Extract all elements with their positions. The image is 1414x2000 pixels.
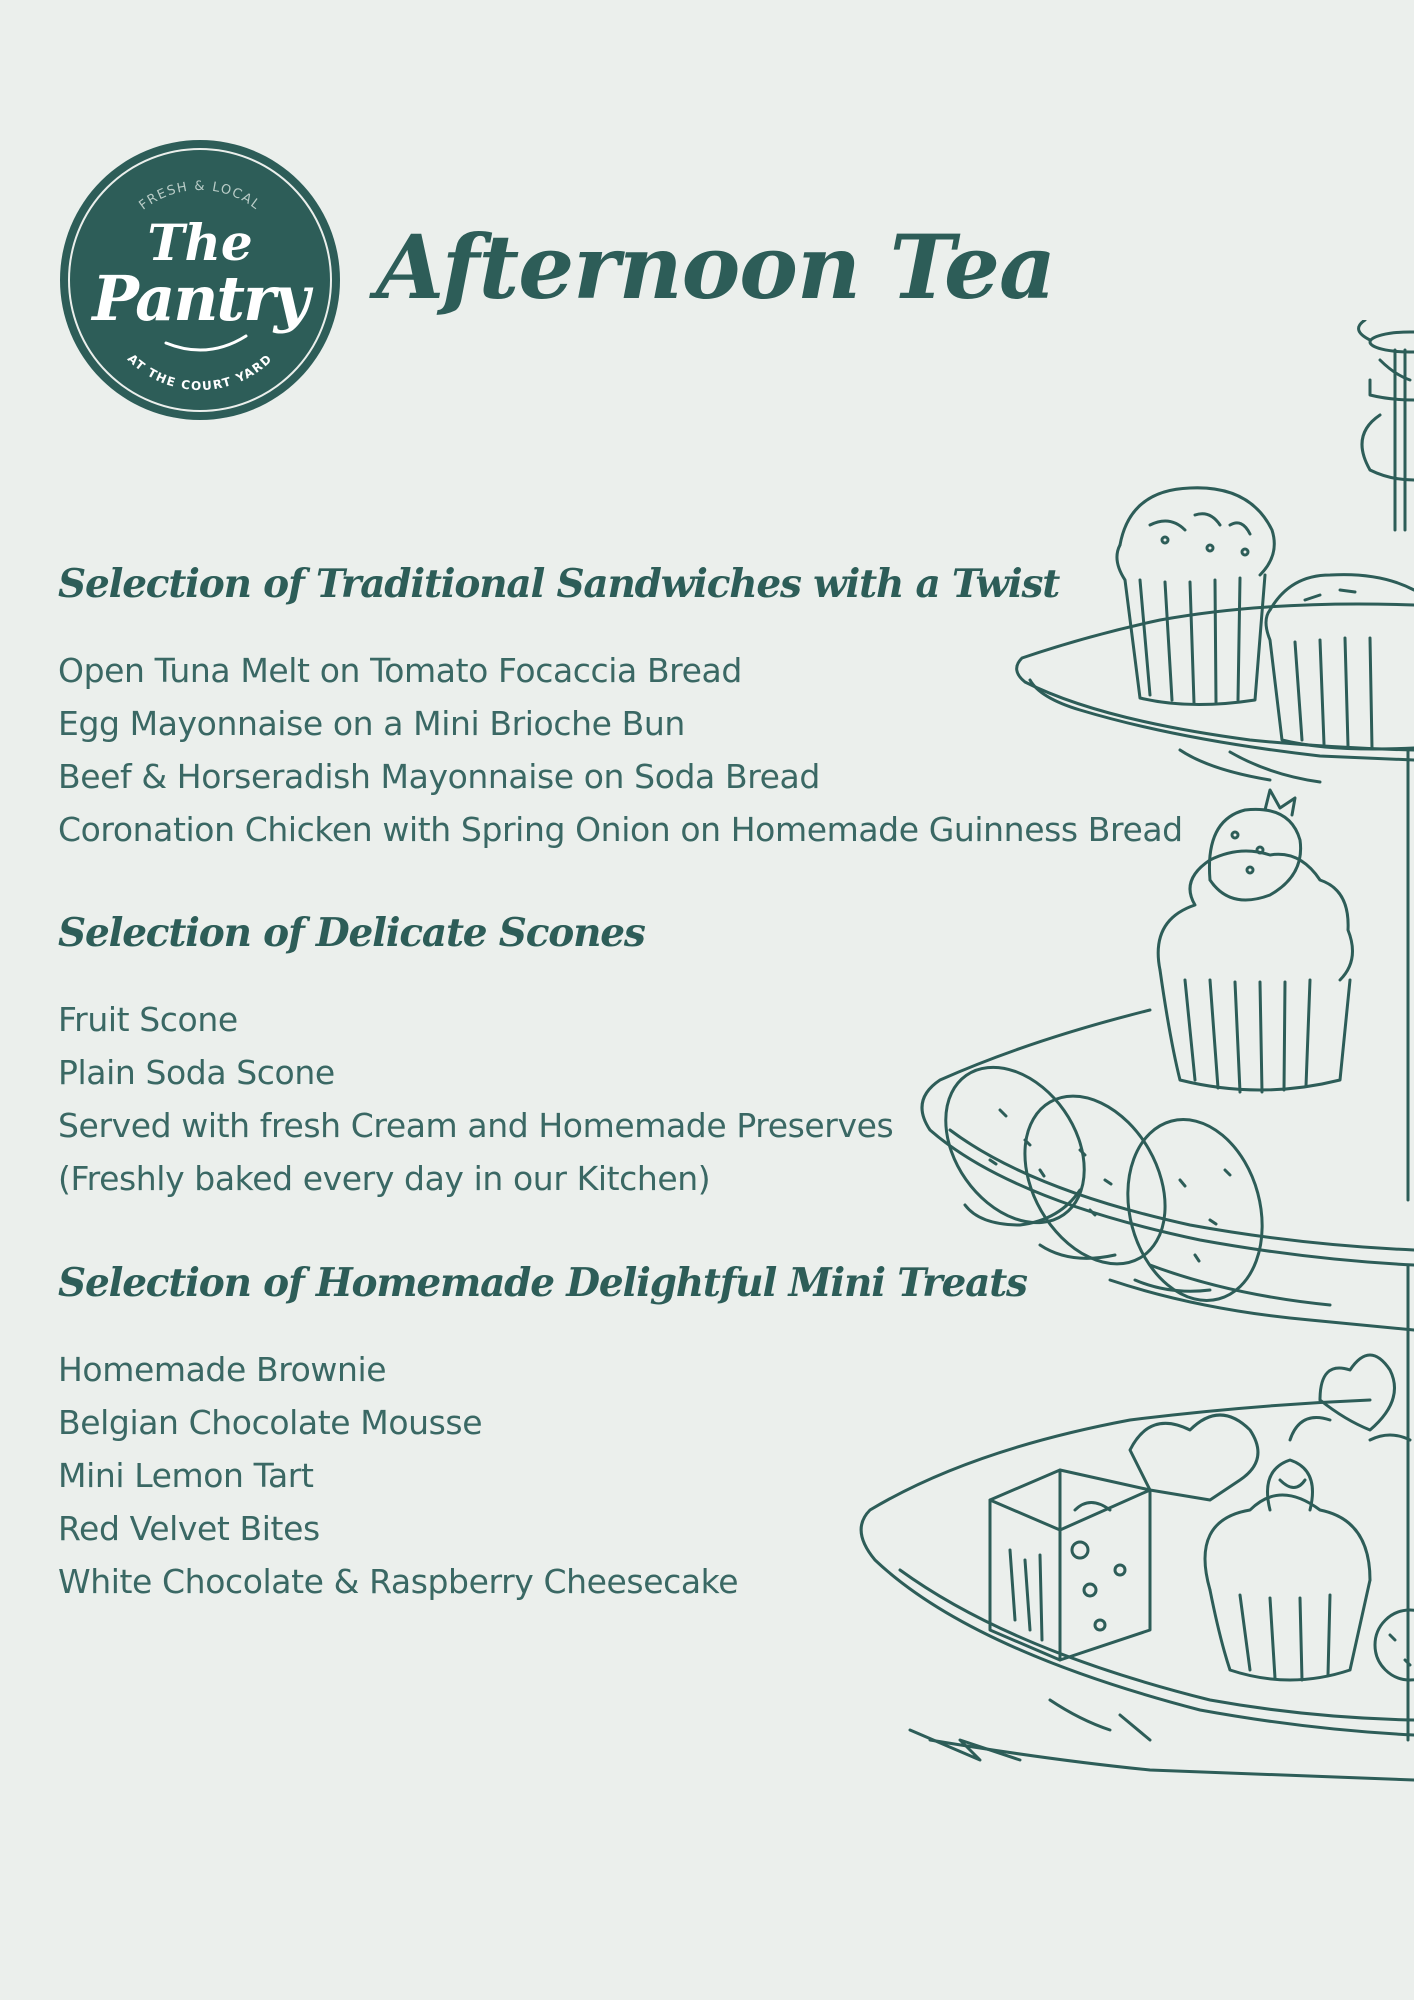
logo-line2: Pantry: [92, 262, 308, 335]
menu-item: Homemade Brownie: [58, 1350, 387, 1389]
section-heading: Selection of Delicate Scones: [58, 910, 645, 956]
menu-title: Afternoon Tea: [376, 215, 1055, 319]
menu-item: Open Tuna Melt on Tomato Focaccia Bread: [58, 651, 742, 690]
menu-item: White Chocolate & Raspberry Cheesecake: [58, 1562, 739, 1601]
menu-item: (Freshly baked every day in our Kitchen): [58, 1159, 711, 1198]
menu-item: Belgian Chocolate Mousse: [58, 1403, 483, 1442]
menu-item: Mini Lemon Tart: [58, 1456, 314, 1495]
cake-stand-icon: [850, 320, 1414, 1820]
logo-top-arc-text: FRESH & LOCAL: [136, 178, 264, 214]
menu-item: Plain Soda Scone: [58, 1053, 335, 1092]
section-heading: Selection of Homemade Delightful Mini Treats: [58, 1260, 1027, 1306]
menu-item: Egg Mayonnaise on a Mini Brioche Bun: [58, 704, 685, 743]
menu-item: Coronation Chicken with Spring Onion on Homemade Guinness Bread: [58, 810, 1183, 849]
section-heading: Selection of Traditional Sandwiches with a Twist: [58, 561, 1060, 607]
menu-item: Served with fresh Cream and Homemade Preserves: [58, 1106, 894, 1145]
logo-line1: The: [147, 213, 253, 272]
logo-bottom-arc-text: AT THE COURT YARD: [124, 351, 276, 394]
menu-item: Red Velvet Bites: [58, 1509, 320, 1548]
pantry-logo: [58, 138, 342, 422]
menu-item: Fruit Scone: [58, 1000, 238, 1039]
menu-item: Beef & Horseradish Mayonnaise on Soda Bread: [58, 757, 820, 796]
